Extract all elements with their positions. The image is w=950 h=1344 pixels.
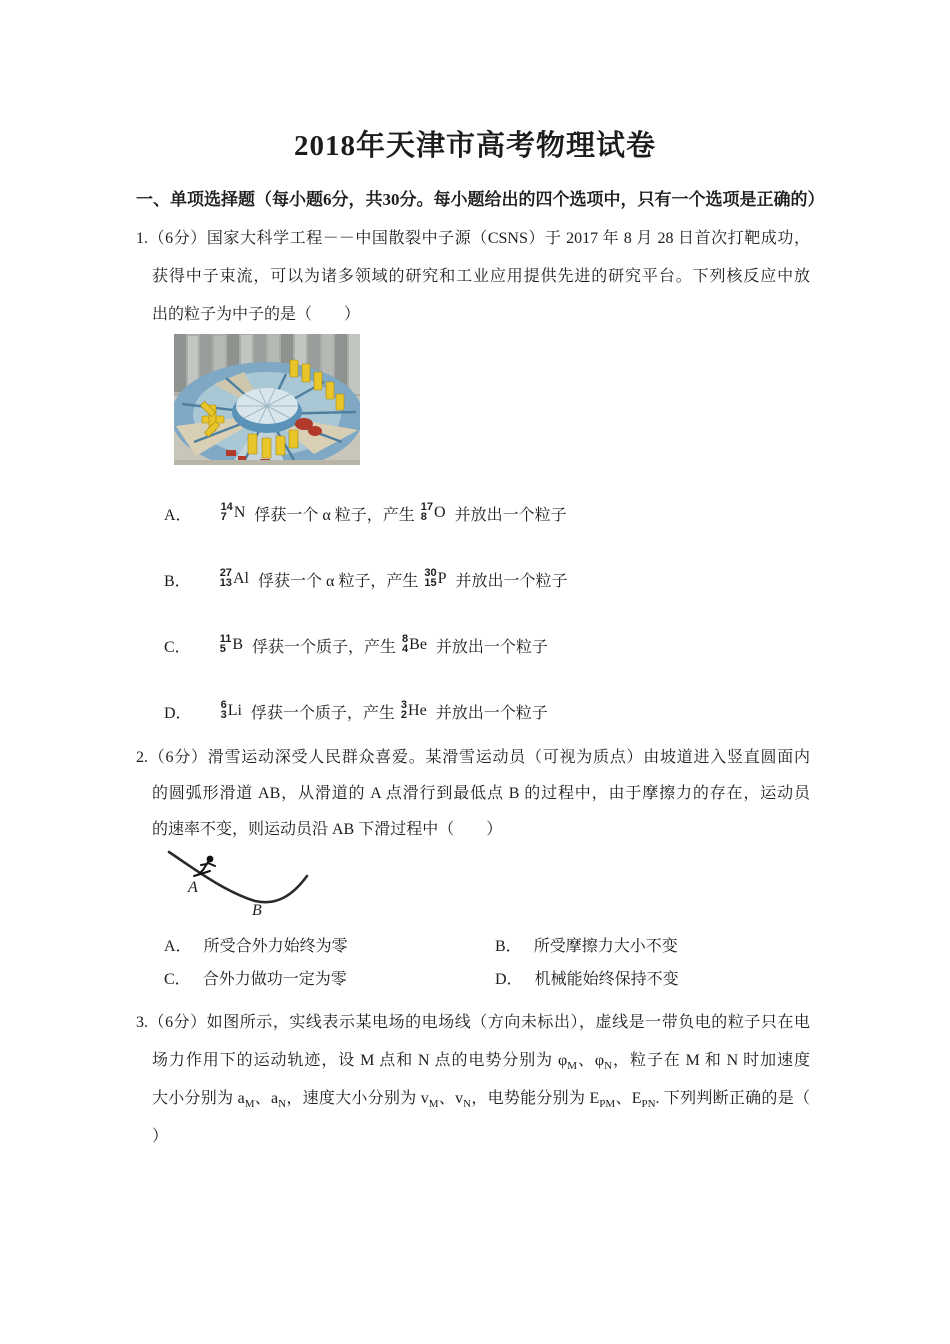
section-header: 一、单项选择题（每小题6分，共30分。每小题给出的四个选项中，只有一个选项是正确的） bbox=[136, 190, 825, 209]
question-2-line-1: 2.（6分）滑雪运动深受人民群众喜爱。某滑雪运动员（可视为质点）由坡道进入竖直圆面内 bbox=[136, 749, 810, 766]
option-text: 所受合外力始终为零 bbox=[203, 938, 348, 955]
nuclide-notation bbox=[220, 635, 243, 655]
question-2-option-b bbox=[495, 932, 870, 962]
element-symbol: He bbox=[408, 702, 427, 719]
atomic-number: 8 bbox=[420, 511, 427, 523]
question-2 bbox=[0, 740, 950, 848]
option-label: D． bbox=[495, 971, 523, 988]
question-2-line-2: 的圆弧形滑道 AB，从滑道的 A 点滑行到最低点 B 的过程中，由于摩擦力的存在，运动员 bbox=[152, 785, 810, 802]
question-1 bbox=[0, 220, 950, 334]
element-symbol: B bbox=[232, 636, 243, 653]
option-text: 并放出一个粒子 bbox=[435, 704, 548, 722]
option-label: B． bbox=[495, 938, 522, 955]
atomic-number: 7 bbox=[220, 511, 227, 523]
question-1-line-2: 获得中子束流，可以为诸多领域的研究和工业应用提供先进的研究平台。下列核反应中放 bbox=[152, 268, 810, 285]
option-text: 俘获一个 α 粒子，产生 bbox=[254, 506, 415, 524]
option-label: C． bbox=[164, 971, 191, 988]
option-text: 俘获一个质子，产生 bbox=[250, 704, 395, 722]
ski-slope-diagram bbox=[163, 843, 323, 923]
option-text: 合外力做功一定为零 bbox=[202, 971, 347, 988]
option-label: A． bbox=[164, 506, 192, 524]
element-symbol: O bbox=[434, 504, 446, 521]
option-text: 并放出一个粒子 bbox=[454, 506, 567, 524]
question-2-option-a bbox=[164, 932, 495, 962]
question-3-line-2: 场力作用下的运动轨迹，设 M 点和 N 点的电势分别为 $\varphi_M$、$\varphi_N$，粒子在 M 和 N 时加速度 bbox=[152, 1052, 810, 1073]
mass-number: 27 bbox=[219, 567, 232, 579]
skier-figure bbox=[194, 856, 215, 876]
atomic-number: 3 bbox=[220, 709, 227, 721]
question-1-option-d bbox=[164, 694, 572, 728]
element-symbol: Li bbox=[227, 702, 242, 719]
nuclide-notation bbox=[221, 503, 246, 523]
mass-number: 30 bbox=[424, 567, 437, 579]
question-1-option-b bbox=[164, 562, 572, 596]
question-3-line-3: 大小分别为 $a_M$、$a_N$，速度大小分别为 $v_M$、$v_N$，电势能分别为 $E_{PM}$、$E_{PN}$. 下列判断正确的是（ bbox=[152, 1090, 810, 1111]
question-2-option-d bbox=[495, 965, 870, 995]
nuclide-notation bbox=[220, 569, 249, 589]
question-1-option-a bbox=[164, 496, 572, 530]
mass-number: 3 bbox=[400, 699, 408, 711]
mass-number: 8 bbox=[402, 633, 409, 645]
question-3-line-4: ） bbox=[152, 1128, 169, 1145]
nuclide-notation bbox=[421, 503, 446, 523]
slope-curve-illustration bbox=[163, 843, 323, 923]
option-label: A． bbox=[164, 938, 192, 955]
mass-number: 17 bbox=[420, 501, 434, 513]
element-symbol: N bbox=[233, 504, 246, 521]
option-text: 机械能始终保持不变 bbox=[534, 971, 679, 988]
atomic-number: 5 bbox=[219, 643, 226, 655]
nuclide-notation bbox=[401, 701, 427, 721]
option-label: B． bbox=[164, 572, 191, 590]
option-label: D． bbox=[164, 704, 192, 722]
option-text: 所受摩擦力大小不变 bbox=[533, 938, 678, 955]
mass-number: 14 bbox=[220, 501, 233, 513]
option-text: 并放出一个粒子 bbox=[455, 572, 568, 590]
nuclide-notation bbox=[424, 569, 446, 589]
question-1-line-1: 1.（6分）国家大科学工程－－中国散裂中子源（CSNS）于 2017 年 8 月 28 日首次打靶成功， bbox=[136, 230, 810, 247]
nuclide-notation bbox=[402, 635, 427, 655]
csns-facility-photo bbox=[174, 334, 360, 465]
nuclide-notation bbox=[221, 701, 242, 721]
atomic-number: 4 bbox=[402, 643, 409, 655]
point-b-label: B bbox=[252, 902, 262, 919]
element-symbol: Al bbox=[232, 570, 249, 587]
mass-number: 11 bbox=[219, 633, 232, 645]
mass-number: 6 bbox=[220, 699, 227, 711]
atomic-number: 13 bbox=[219, 577, 232, 589]
question-1-options bbox=[164, 496, 572, 760]
question-2-options bbox=[164, 932, 870, 995]
question-1-line-3: 出的粒子为中子的是（ ） bbox=[152, 306, 361, 323]
atomic-number: 15 bbox=[424, 577, 437, 589]
element-symbol: Be bbox=[409, 636, 427, 653]
option-text: 俘获一个质子，产生 bbox=[252, 638, 397, 656]
option-label: C． bbox=[164, 638, 191, 656]
question-2-option-c bbox=[164, 965, 495, 995]
option-text: 并放出一个粒子 bbox=[435, 638, 548, 656]
csns-photo-illustration bbox=[174, 334, 360, 465]
question-2-line-3: 的速率不变，则运动员沿 AB 下滑过程中（ ） bbox=[152, 821, 503, 838]
page-title: 2018年天津市高考物理试卷 bbox=[293, 130, 656, 162]
question-3 bbox=[0, 1004, 950, 1156]
point-a-label: A bbox=[188, 879, 198, 896]
question-1-option-c bbox=[164, 628, 572, 662]
element-symbol: P bbox=[437, 570, 447, 587]
atomic-number: 2 bbox=[400, 709, 408, 721]
option-text: 俘获一个 α 粒子，产生 bbox=[257, 572, 419, 590]
question-3-line-1: 3.（6分）如图所示，实线表示某电场的电场线（方向未标出），虚线是一带负电的粒子只在电 bbox=[136, 1014, 810, 1031]
